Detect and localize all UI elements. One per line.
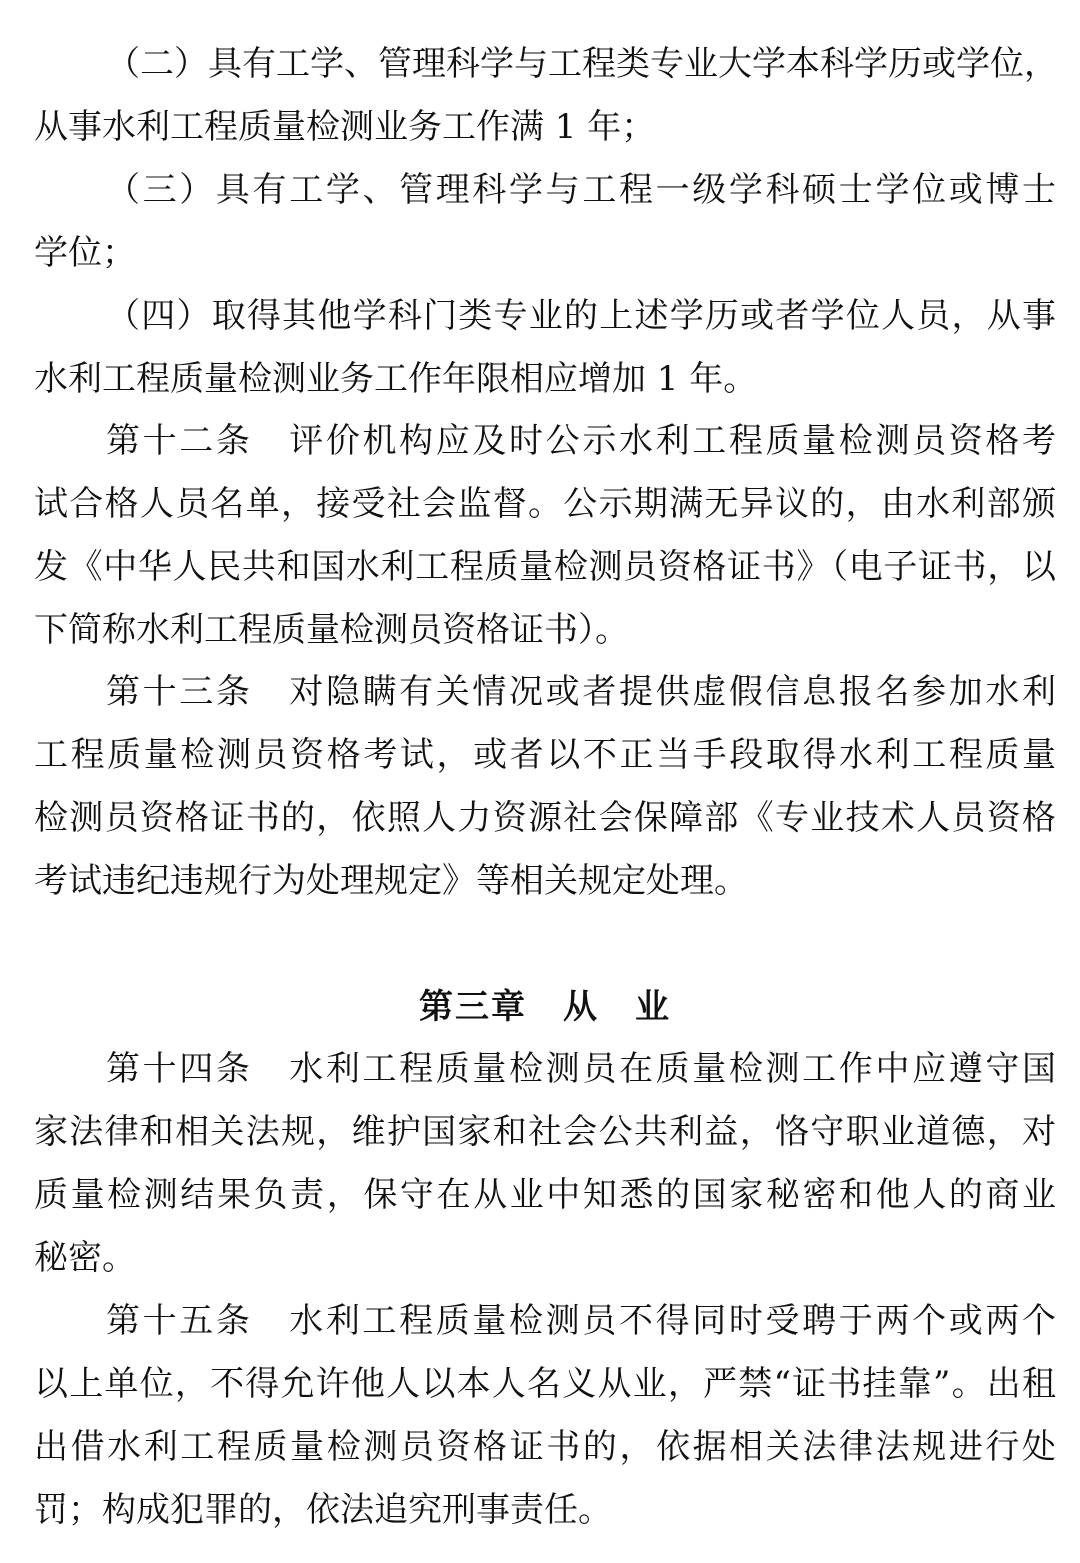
text-line: 发《中华人民共和国水利工程质量检测员资格证书》（电子证书，以 xyxy=(34,547,1056,587)
text-line: 罚；构成犯罪的，依法追究刑事责任。 xyxy=(34,1490,612,1530)
text-line: 质量检测结果负责，保守在从业中知悉的国家秘密和他人的商业 xyxy=(34,1175,1056,1215)
text-line: 下简称水利工程质量检测员资格证书）。 xyxy=(34,610,629,650)
text-line: 学位； xyxy=(34,233,136,273)
chapter-heading: 第三章 从 业 xyxy=(419,987,671,1027)
text-line: 第十四条 水利工程质量检测员在质量检测工作中应遵守国 xyxy=(106,1049,1056,1089)
text-line: 第十三条 对隐瞒有关情况或者提供虚假信息报名参加水利 xyxy=(106,672,1056,712)
text-line: 第十二条 评价机构应及时公示水利工程质量检测员资格考 xyxy=(106,421,1056,461)
text-line: 从事水利工程质量检测业务工作满 1 年； xyxy=(34,107,656,147)
text-line: 检测员资格证书的，依照人力资源社会保障部《专业技术人员资格 xyxy=(34,798,1056,838)
text-line: 出借水利工程质量检测员资格证书的，依据相关法律法规进行处 xyxy=(34,1427,1056,1467)
text-line: （二）具有工学、管理科学与工程类专业大学本科学历或学位， xyxy=(106,44,1058,84)
text-line: 考试违纪违规行为处理规定》等相关规定处理。 xyxy=(34,861,748,901)
text-line: 水利工程质量检测业务工作年限相应增加 1 年。 xyxy=(34,359,758,399)
text-line: 家法律和相关法规，维护国家和社会公共利益，恪守职业道德，对 xyxy=(34,1112,1056,1152)
text-line: （四）取得其他学科门类专业的上述学历或者学位人员，从事 xyxy=(106,296,1056,336)
text-line: 试合格人员名单，接受社会监督。公示期满无异议的，由水利部颁 xyxy=(34,484,1056,524)
text-line: 工程质量检测员资格考试，或者以不正当手段取得水利工程质量 xyxy=(34,735,1056,775)
text-line: （三）具有工学、管理科学与工程一级学科硕士学位或博士 xyxy=(106,170,1056,210)
text-line: 以上单位，不得允许他人以本人名义从业，严禁“证书挂靠”。出租 xyxy=(34,1364,1056,1404)
text-line: 秘密。 xyxy=(34,1238,136,1278)
text-line: 第十五条 水利工程质量检测员不得同时受聘于两个或两个 xyxy=(106,1301,1056,1341)
